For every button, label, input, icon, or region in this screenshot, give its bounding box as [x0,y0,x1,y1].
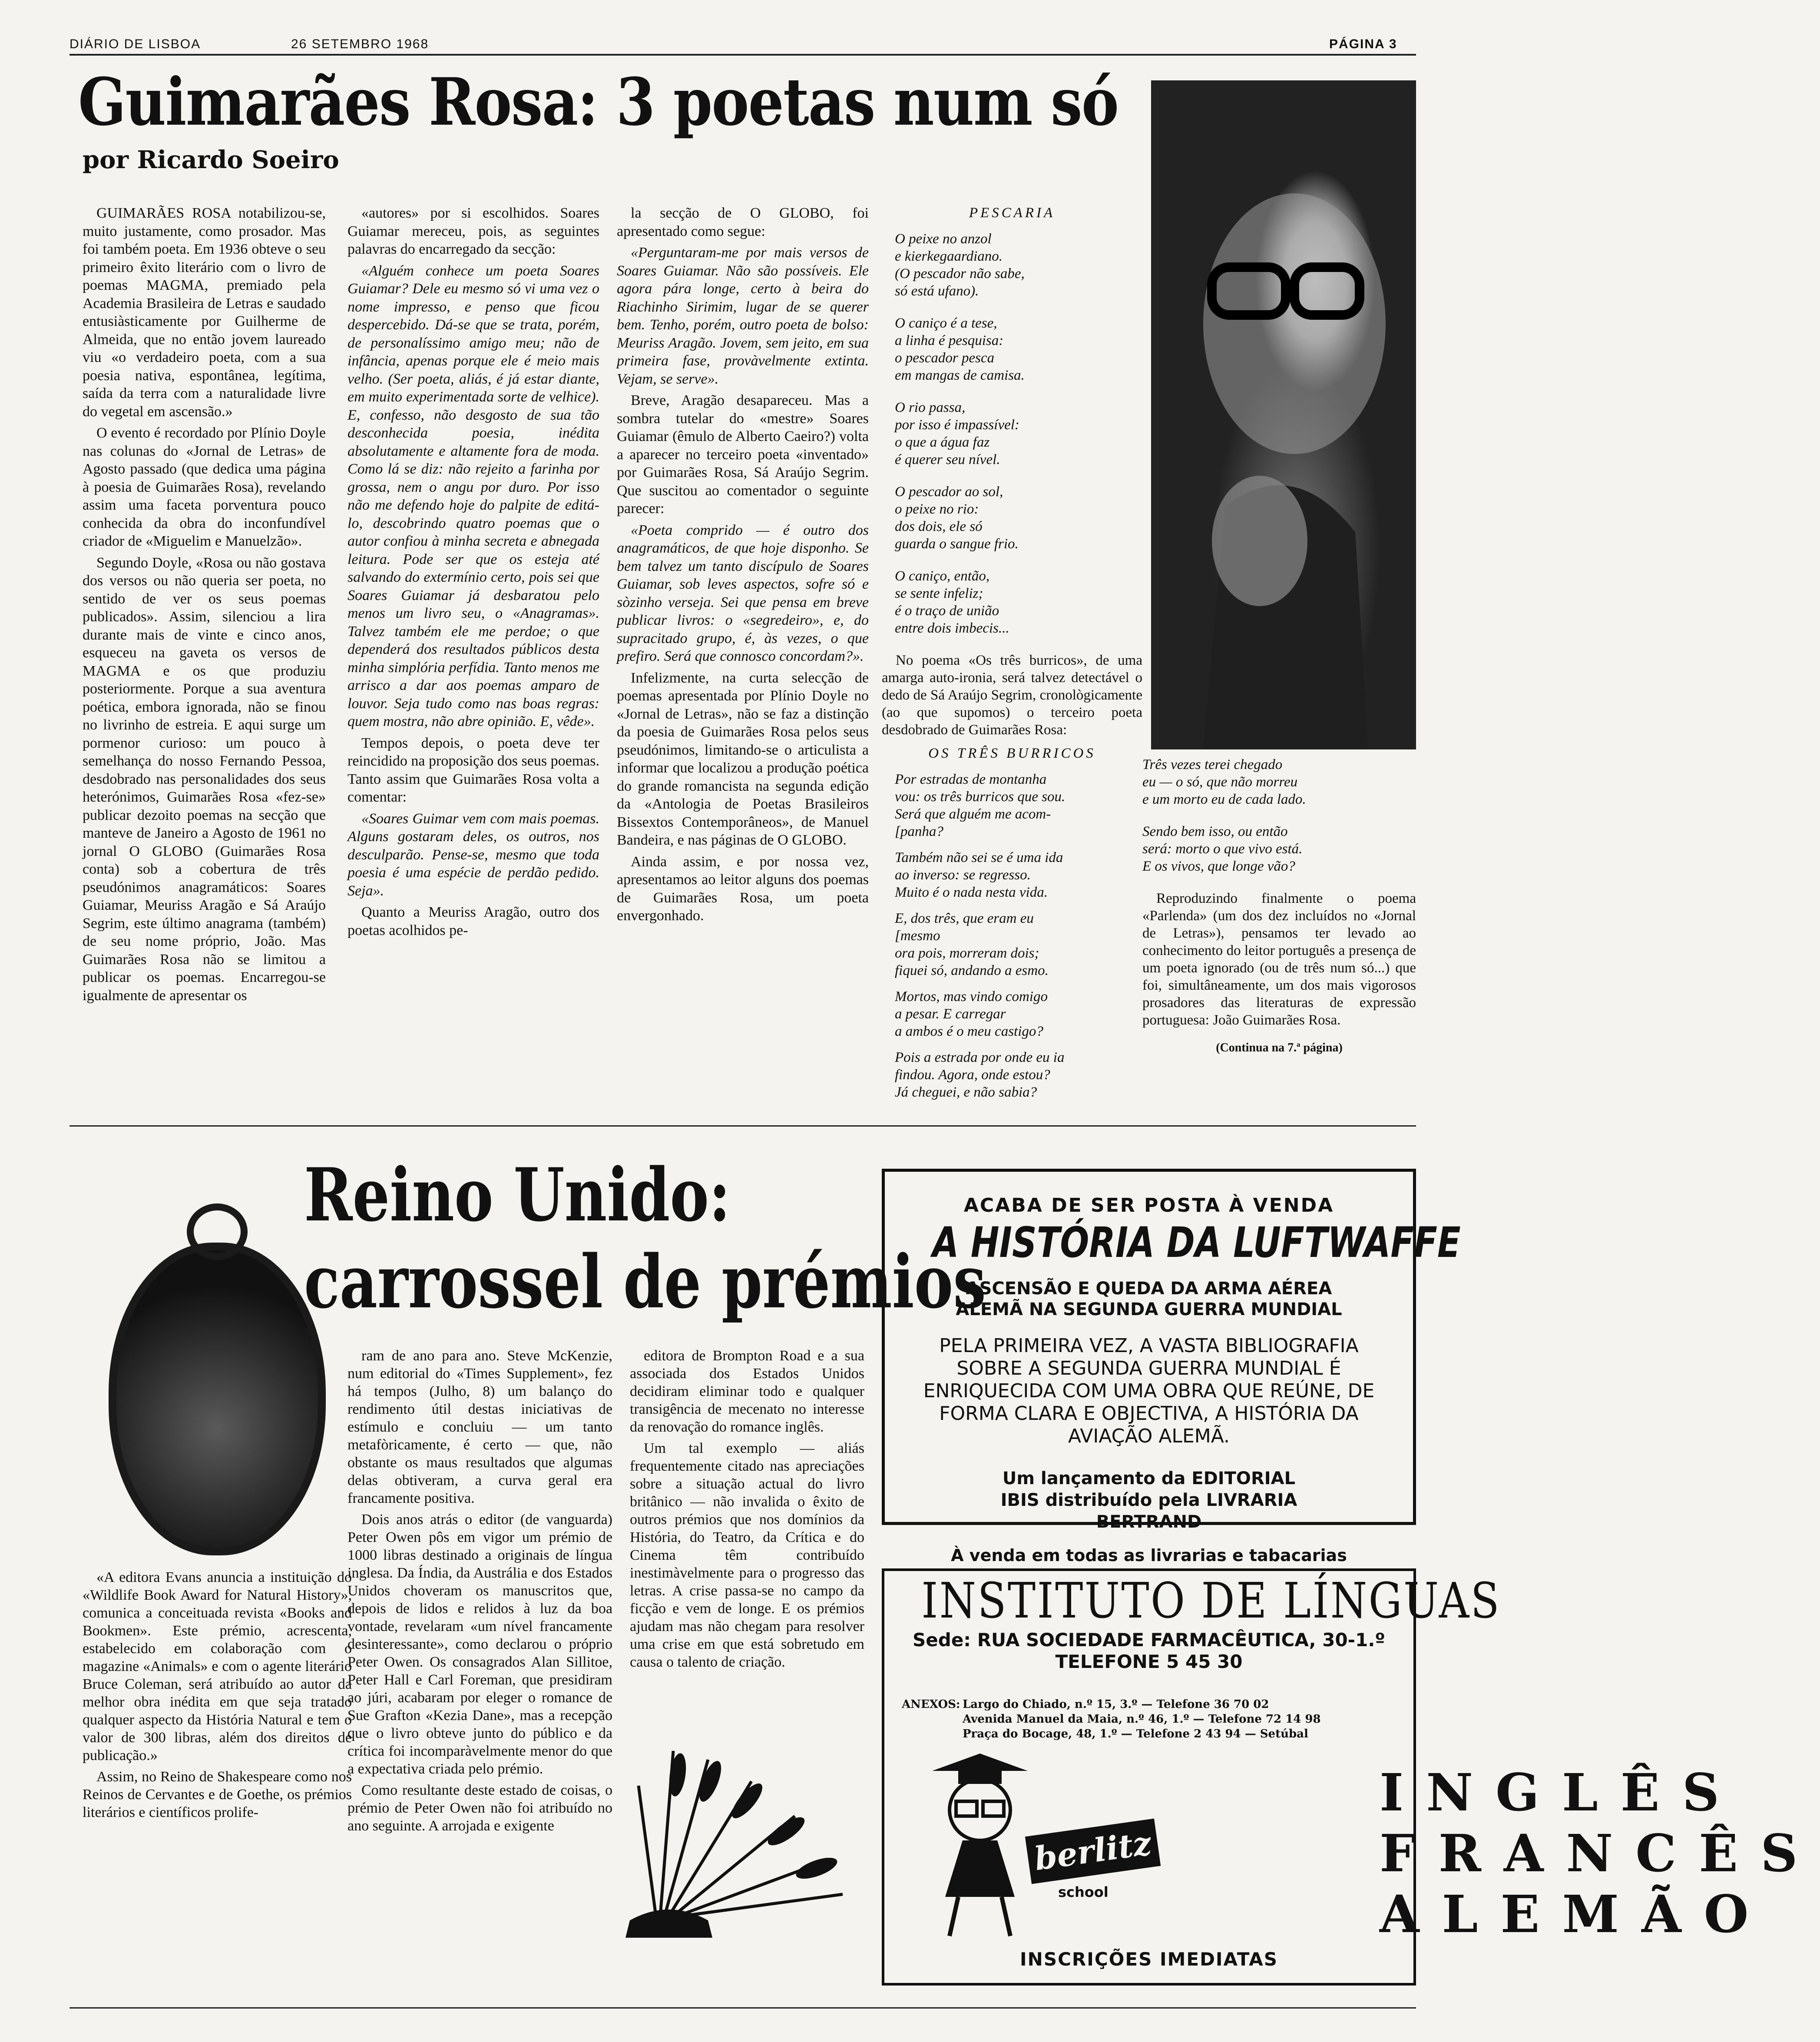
ad-linguas-enroll: INSCRIÇÕES IMEDIATAS [1020,1949,1278,1970]
footer-rule [69,2007,1416,2009]
paragraph: Segundo Doyle, «Rosa ou não gostava dos versos ou não queria ser poeta, no sentido de ver os seus poemas publicados». Assim, silenciou a lira durante mais de vinte e cinco anos, esqueceu na gaveta os versos de MAGMA e os que produziu posteriormente. Porque a sua aventura poética, embora ignorada, não se finou no livrinho de estreia. E aqui surge um pormenor curioso: um pouco à semelhança do nosso Fernando Pessoa, desdobrado nas personalidades dos seus heterónimos, Guimarães Rosa «fez-se» publicar dezoito poemas na secção que manteve de Janeiro a Agosto de 1961 no jornal O GLOBO (Guimarães Rosa conta) sob a cobertura de três pseudónimos anagramáticos: Soares Guiamar, Meuriss Aragão e Sá Araújo Segrim, este último anagrama (também) de seu nome próprio, João. Mas Guimarães Rosa não se limitou a publicar os poemas. Encarregou-se igualmente de apresentar os [83,554,326,1004]
continued-note: (Continua na 7.ª página) [1216,1041,1343,1054]
newspaper-name: DIÁRIO DE LISBOA [69,37,201,51]
article1-column-5 [1142,756,1416,1112]
paragraph: «A editora Evans anuncia a instituição do «Wildlife Book Award for Natural History», comunica a conceituada revista «Books and Bookmen». Este prémio, acrescenta, estabelecido em colaboração com o magazine «Animals» e com o agente literário Bruce Coleman, será atribuído ao autor da melhor obra inédita em que seja tratado qualquer aspecto da História Natural e tem o valor de 300 libras, além dos direitos de publicação.» [83,1569,352,1764]
paragraph: Como resultante deste estado de coisas, o prémio de Peter Owen não foi atribuído no ano seguinte. A arrojada e exigente [347,1782,612,1834]
article2-title-line-1: Reino Unido: [304,1152,731,1238]
pocket-watch-image [109,1243,326,1555]
berlitz-logo-sub: school [1058,1884,1109,1900]
poem-stanza: E, dos três, que eram eu [mesmo ora pois, morreram dois; fiquei só, andando a esmo. [895,911,1049,978]
annex-label: ANEXOS: [902,1698,960,1711]
poem-stanza: Por estradas de montanha vou: os três burricos que sou. Será que alguém me acom- [panha? [895,772,1066,839]
paragraph: Assim, no Reino de Shakespeare como nos Reinos de Cervantes e de Goethe, os prémios literários e científicos prolife- [83,1769,352,1820]
header-rule [69,54,1416,56]
poem-stanza: O pescador ao sol, o peixe no rio: dos dois, ele só guarda o sangue frio. [895,484,1019,552]
quills-illustration [612,1734,856,1951]
paragraph: Tempos depois, o poeta deve ter reincidido na proposição dos seus poemas. Tanto assim que Guimarães Rosa volta a comentar: [347,735,599,805]
article1-column-2 [347,204,599,1108]
poem-stanza: O caniço é a tese, a linha é pesquisa: o pescador pesca em mangas de camisa. [895,315,1025,383]
article2-column-3 [630,1347,864,1703]
annex-item: Avenida Manuel da Maia, n.º 46, 1.º — Telefone 72 14 98 [963,1713,1321,1726]
paragraph: O evento é recordado por Plínio Doyle nas colunas do «Jornal de Letras» de Agosto passado (que dedica uma página à poesia de Guimarães Rosa), revelando assim uma faceta porventura pouco conhecida da obra do inconfundível criador de «Miguelim e Manuelzão». [83,425,326,549]
quote: «Perguntaram-me por mais versos de Soares Guiamar. Não são possíveis. Ele agora pára longe, certo à beira do Riachinho Sirimim, lugar de se querer bem. Tenho, porém, outro poeta de bolso: Meuriss Aragão. Jovem, sem jeito, em sua primeira fase, provàvelmente extinta. Vejam, se serve». [617,245,869,387]
section-divider [69,1125,1416,1127]
article2-column-1 [83,1568,352,2012]
article-title: Guimarães Rosa: 3 poetas num só [78,64,1118,140]
paragraph: Reproduzindo finalmente o poema «Parlenda» (um dos dez incluídos no «Jornal de Letras»), pensamos ter levado ao conhecimento do leitor português a presença de um poeta ignorado (ou de três num só...) que foi, simultâneamente, um dos mais vigorosos prosadores das literaturas de expressão portuguesa: João Guimarães Rosa. [1142,891,1416,1028]
paragraph: la secção de O GLOBO, foi apresentado como segue: [617,205,869,239]
ad-luftwaffe-publisher: Um lançamento da EDITORIAL IBIS distribuído pela LIVRARIA BERTRAND [1000,1469,1297,1532]
paragraph: ram de ano para ano. Steve McKenzie, num editorial do «Times Supplement», fez há tempos (Julho, 8) um balanço do rendimento útil destas iniciativas de estímulo e concluiu — um tanto metafòricamente, é certo — que, não obstante os maus resultados que algumas delas obtiveram, a curva geral era francamente positiva. [347,1348,612,1506]
quote: «Poeta comprido — é outro dos anagramáticos, de que hoje disponho. Se bem talvez um tanto discípulo de Soares Guiamar, sob leves aspectos, sofre só e sòzinho verseja. Sei que pensa em breve publicar livros: o «segredeiro», e, do supracitado grupo, é, às vezes, o que prefiro. Será que connosco concordam?». [617,522,869,664]
poem-stanza: O rio passa, por isso é impassível: o que a água faz é querer seu nível. [895,400,1019,467]
quote: «Alguém conhece um poeta Soares Guiamar? Dele eu mesmo só vi uma vez o nome impresso, e penso que ficou despercebido. Dá-se que se trata, porém, de personalíssimo amigo meu; não de infância, apenas porque ele é meio mais velho. (Ser poeta, aliás, é já estar diante, em muito experimentada sorte de velhice). E, confesso, não desgosto de sua tão desconhecida poesia, inédita absolutamente e altamente fora de moda. Como lá se diz: não rejeito a farinha por grossa, nem o angu por duro. Por isso não me defendo hoje do palpite de editá-lo, descobrindo quatro poemas que o autor confiou à minha secreta e abnegada leitura. Pode ser que os esteja até salvando do extermínio certo, pois sei que Soares Guiamar já desbaratou pelo menos um livro seu, o «Anagramas». Talvez também ele me perdoe; o que dependerá dos resultados públicos desta minha simplória perfídia. Tanto menos me arrisco a dar aos poemas amparo de louvor. Seja tudo como nas boas regras: quem mostra, não abre opinião. E, vêde». [347,262,599,729]
ad-linguas-address: Sede: RUA SOCIEDADE FARMACÊUTICA, 30-1.º [913,1629,1385,1651]
poem-stanza: Pois a estrada por onde eu ia findou. Agora, onde estou? Já cheguei, e não sabia? [895,1050,1065,1100]
ad-luftwaffe [882,1169,1461,1565]
page-number: PÁGINA 3 [1329,37,1397,51]
poem-title: PESCARIA [969,205,1056,221]
paragraph: Dois anos atrás o editor (de vanguarda) Peter Owen pôs em vigor um prémio de 1000 libras destinado a originais de língua inglesa. Da Índia, da Austrália e dos Estados Unidos choveram os manuscritos que, depois de lidos e relidos à luz da boa vontade, revelaram «um nível francamente desinteressante», como declarou o próprio Peter Owen. Os consagrados Alan Sillitoe, Peter Hall e Carl Foreman, que presidiram ao júri, acabaram por eleger o romance de Sue Grafton «Kezia Dane», mas a recepção que o livro obteve junto do público e da crítica foi incomparàvelmente menor do que a expectativa criada pelo prémio. [347,1512,612,1777]
ad-luftwaffe-body: PELA PRIMEIRA VEZ, A VASTA BIBLIOGRAFIA SOBRE A SEGUNDA GUERRA MUNDIAL É ENRIQUECIDA COM UMA OBRA QUE REÚNE, DE FORMA CLARA E OBJECTIVA, A HISTÓRIA DA AVIAÇÃO ALEMÃ. [923,1335,1375,1447]
annex-item: Praça do Bocage, 48, 1.º — Telefone 2 43 94 — Setúbal [963,1727,1308,1740]
paragraph: Um tal exemplo — aliás frequentemente citado nas apreciações sobre a situação actual do livro britânico — não invalida o êxito de outros prémios que nos domínios da História, do Teatro, da Crítica e do Cinema têm contribuído inestimàvelmente para o progresso das letras. A crise passa-se no campo da ficção e vem de longe. E os prémios ajudam mas não chegam para resolver uma crise em que está sobretudo em causa o talento de criação. [630,1440,864,1670]
ad-linguas-phone: TELEFONE 5 45 30 [1055,1651,1243,1672]
poem-stanza: O peixe no anzol e kierkegaardiano. (O pescador não sabe, só está ufano). [895,231,1025,299]
poem-stanza: Mortos, mas vindo comigo a pesar. E carregar a ambos é o meu castigo? [895,989,1048,1039]
paragraph: «autores» por si escolhidos. Soares Guiamar mereceu, pois, as seguintes palavras do encarregado da secção: [347,205,599,257]
poem-stanza: O caniço, então, se sente infeliz; é o traço de união entre dois imbecis... [895,568,1009,636]
ad-luftwaffe-subtitle: ASCENSÃO E QUEDA DA ARMA AÉREA ALEMÃ NA SEGUNDA GUERRA MUNDIAL [956,1279,1342,1319]
poem-stanza: Sendo bem isso, ou então será: morto o que vivo está. E os vivos, que longe vão? [1142,824,1303,874]
ad-luftwaffe-title: A HISTÓRIA DA LUFTWAFFE [932,1218,1461,1267]
article2-title-line-2: carrossel de prémios [304,1239,986,1325]
student-cartoon [915,1754,1045,1940]
portrait-figure [1151,80,1416,749]
paragraph: No poema «Os três burricos», de uma amarga auto-ironia, será talvez detectável o dedo de Sá Araújo Segrim, cronològicamente (ao que supomos) o terceiro poeta desdobrado de Guimarães Rosa: [882,653,1142,738]
article-byline: por Ricardo Soeiro [83,146,339,174]
annex-item: Largo do Chiado, n.º 15, 3.º — Telefone 36 70 02 [963,1698,1269,1711]
article1-column-3 [617,204,869,1108]
ad-instituto-linguas [882,1568,1820,1986]
quote: «Soares Guimar vem com mais poemas. Alguns gostaram deles, os outros, nos desculparão. Pense-se, mesmo que toda poesia é uma espécie de perdão pedido. Seja». [347,810,599,899]
paragraph: Infelizmente, na curta selecção de poemas apresentada por Plínio Doyle no «Jornal de Letras», não se faz a distinção da poesia de Guimarães Rosa pelos seus pseudónimos, limitando-se o articulista a informar que localizou a produção poética do grande romancista na segunda edição da «Antologia de Poetas Brasileiros Bissextos Contemporâneos», de Manuel Bandeira, e nas páginas de O GLOBO. [617,670,869,848]
paragraph: editora de Brompton Road e a sua associada dos Estados Unidos decidiram eliminar todo e qualquer transigência de mecenato no interesse da renovação do romance inglês. [630,1348,864,1435]
article1-column-4 [882,204,1142,1108]
ad-linguas-title: INSTITUTO DE LÍNGUAS [921,1573,1501,1629]
language-french: FRANCÊS [1380,1823,1820,1883]
language-german: ALEMÃO [1380,1884,1771,1944]
poem-stanza: Também não sei se é uma ida ao inverso: se regresso. Muito é o nada nesta vida. [895,850,1063,900]
paragraph: Breve, Aragão desapareceu. Mas a sombra tutelar do «mestre» Soares Guiamar (êmulo de Alberto Caeiro?) volta a aparecer no terceiro poeta «inventado» por Guimarães Rosa, Sá Araújo Segrim. Que suscitou ao comentador o seguinte parecer: [617,392,869,517]
article1-column-1 [83,204,326,1108]
paragraph: Quanto a Meuriss Aragão, outro dos poetas acolhidos pe- [347,904,599,938]
ad-linguas-annexes [902,1697,1321,1740]
watch-ring [187,1203,248,1260]
poem-title: OS TRÊS BURRICOS [928,746,1096,761]
poem-stanza: Três vezes terei chegado eu — o só, que não morreu e um morto eu de cada lado. [1142,757,1306,807]
berlitz-logo: berlitz [1025,1819,1161,1884]
ad-luftwaffe-sale: À venda em todas as livrarias e tabacarias [951,1546,1347,1565]
issue-date: 26 SETEMBRO 1968 [291,37,429,51]
author-portrait [1151,80,1416,749]
language-english: INGLÊS [1380,1762,1742,1823]
ad-luftwaffe-headline: ACABA DE SER POSTA À VENDA [963,1194,1334,1217]
paragraph: GUIMARÃES ROSA notabilizou-se, muito justamente, como prosador. Mas foi também poeta. Em 1936 obteve o seu primeiro êxito literário com o livro de poemas MAGMA, premiado pela Academia Brasileira de Letras e saudado entusiàsticamente por Guilherme de Almeida, que no então jovem laureado viu «o verdadeiro poeta, com a sua poesia nativa, espontânea, legítima, saída da terra com a naturalidade livre do vegetal em ascensão.» [83,205,326,420]
paragraph: Ainda assim, e por nossa vez, apresentamos ao leitor alguns dos poemas de Guimarães Rosa, um poeta envergonhado. [617,853,869,924]
article2-column-2 [347,1347,612,2016]
